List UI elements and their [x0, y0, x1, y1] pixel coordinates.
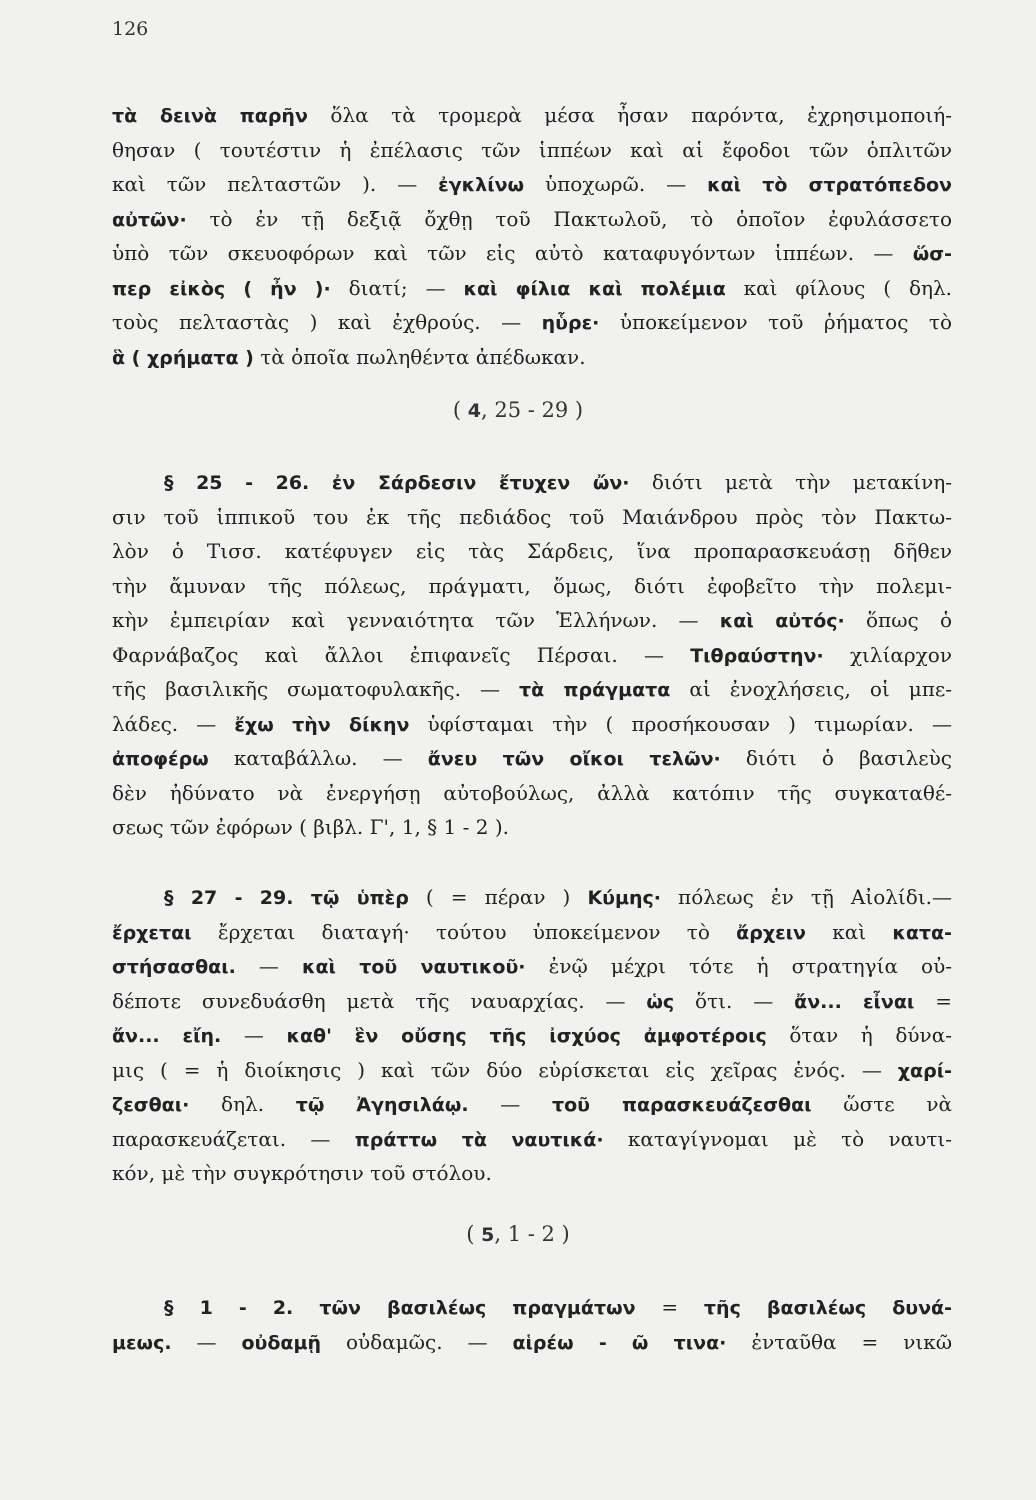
- gloss-text: παρασκευάζεται. —: [112, 1126, 355, 1151]
- gloss-text: ὑποχωρῶ. —: [524, 172, 708, 196]
- lemma-term: καὶ φίλια καὶ πολέμια: [463, 277, 726, 300]
- section-heading-4-25-29: [0, 398, 1036, 422]
- gloss-text: ὅτι. —: [674, 988, 795, 1013]
- lemma-term: τοῦ παρασκευάζεσθαι: [551, 1094, 812, 1116]
- gloss-text: κὴν ἐμπειρίαν καὶ γενναιότητα τῶν Ἑλλήνων. —: [112, 608, 720, 632]
- text-line: [112, 810, 952, 845]
- lemma-term: ἄρχειν: [736, 921, 807, 944]
- lemma-term: ηὗρε·: [541, 312, 600, 334]
- gloss-text: πόλεως ἐν τῇ Αἰολίδι.—: [660, 885, 953, 909]
- lemma-term: ἄν... εἴη.: [112, 1025, 222, 1047]
- lemma-term: μεως.: [112, 1331, 172, 1354]
- lemma-term: οὐδαμῇ: [241, 1331, 321, 1354]
- lemma-term: κατα-: [892, 921, 952, 944]
- lemma-term: § 1 - 2. τῶν βασιλέως πραγμάτων: [164, 1297, 636, 1319]
- lemma-term: καὶ τοῦ ναυτικοῦ·: [301, 956, 526, 978]
- gloss-text: ὑφίσταμαι τὴν ( προσήκουσαν ) τιμωρίαν. —: [409, 711, 953, 736]
- lemma-term: Τιθραύστην·: [690, 644, 824, 667]
- lemma-term: στήσασθαι.: [112, 956, 236, 978]
- gloss-text: σεως τῶν ἐφόρων ( βιβλ. Γ', 1, § 1 - 2 ).: [112, 815, 509, 839]
- text-line: [112, 672, 952, 707]
- text-line: [112, 1018, 952, 1053]
- page-number: 126: [112, 18, 149, 40]
- gloss-text: τῆς βασιλικῆς σωματοφυλακῆς. —: [112, 677, 520, 701]
- heading-range: , 25 - 29 ): [481, 398, 584, 422]
- gloss-text: —: [235, 954, 302, 978]
- heading-book-number: 5: [481, 1224, 495, 1246]
- lemma-term: ὥσ-: [912, 243, 952, 265]
- gloss-text: ( = πέραν ): [408, 885, 588, 909]
- text-line: [112, 465, 952, 500]
- text-line: [112, 236, 952, 271]
- gloss-text: καὶ φίλους ( δηλ.: [725, 275, 953, 300]
- gloss-text: καὶ τῶν πελταστῶν ). —: [112, 172, 439, 196]
- gloss-text: αἱ ἐνοχλήσεις, οἱ μπε-: [670, 677, 952, 701]
- text-line: [112, 1325, 952, 1360]
- text-line: [112, 534, 952, 569]
- gloss-text: καὶ: [806, 919, 893, 944]
- gloss-text: δηλ.: [189, 1092, 296, 1116]
- text-line: [112, 707, 952, 742]
- text-line: [112, 340, 952, 375]
- gloss-text: =: [914, 988, 952, 1013]
- lemma-term: ἀποφέρω: [112, 748, 209, 770]
- text-line: [112, 741, 952, 776]
- gloss-text: κόν, μὲ τὴν συγκρότησιν τοῦ στόλου.: [112, 1161, 492, 1185]
- paragraph-commentary-27-29: [112, 880, 952, 1191]
- paragraph-commentary-1: [112, 98, 952, 374]
- text-line: [112, 202, 952, 237]
- gloss-text: τὸ ἐν τῇ δεξιᾷ ὄχθῃ τοῦ Πακτωλοῦ, τὸ ὁποῖον ἐφυλάσσετο: [186, 206, 952, 231]
- gloss-text: δὲν ἠδύνατο νὰ ἐνεργήσῃ αὐτοβούλως, ἀλλὰ κατόπιν τῆς συγκαταθέ-: [112, 780, 952, 805]
- lemma-term: Κύμης·: [587, 887, 661, 909]
- gloss-text: καταγίγνομαι μὲ τὸ ναυτι-: [603, 1126, 953, 1151]
- gloss-text: ἐνταῦθα = νικῶ: [726, 1329, 953, 1354]
- text-line: [112, 1290, 952, 1325]
- lemma-term: καὶ αὐτός·: [719, 610, 845, 632]
- lemma-term: πράττω τὰ ναυτικά·: [354, 1128, 604, 1151]
- lemma-term: ἃ ( χρήματα ): [112, 346, 254, 369]
- gloss-text: καταβάλλω. —: [208, 746, 428, 770]
- lemma-term: § 25 - 26. ἐν Σάρδεσιν ἔτυχεν ὤν·: [164, 472, 630, 494]
- text-line: [112, 133, 952, 168]
- heading-book-number: 4: [467, 400, 481, 422]
- lemma-term: τῆς βασιλέως δυνά-: [703, 1297, 952, 1319]
- gloss-text: ὅλα τὰ τρομερὰ μέσα ἦσαν παρόντα, ἐχρησιμοποιή-: [307, 103, 953, 127]
- gloss-text: ὑπὸ τῶν σκευοφόρων καὶ τῶν εἰς αὐτὸ καταφυγόντων ἱππέων. —: [112, 241, 913, 265]
- lemma-term: αἱρέω - ῶ τινα·: [512, 1331, 727, 1354]
- lemma-term: αὐτῶν·: [112, 208, 187, 231]
- gloss-text: διότι ὁ βασιλεὺς: [720, 746, 953, 770]
- text-line: [112, 1156, 952, 1191]
- text-line: [112, 984, 952, 1019]
- gloss-text: —: [221, 1023, 287, 1047]
- gloss-text: χιλίαρχον: [823, 642, 952, 667]
- text-line: [112, 98, 952, 133]
- lemma-term: ἐγκλίνω: [438, 174, 525, 196]
- gloss-text: ἐνῷ μέχρι τότε ἡ στρατηγία οὐ-: [525, 954, 952, 978]
- section-heading-5-1-2: [0, 1222, 1036, 1246]
- lemma-term: ἄν... εἶναι: [794, 990, 915, 1013]
- gloss-text: ἔρχεται διαταγή· τούτου ὑποκείμενον τὸ: [191, 919, 737, 944]
- gloss-text: =: [635, 1295, 704, 1319]
- lemma-term: § 27 - 29. τῷ ὑπὲρ: [164, 887, 409, 909]
- lemma-term: καθ' ἓν οὔσης τῆς ἰσχύος ἀμφοτέροις: [286, 1025, 767, 1047]
- gloss-text: τὰ ὁποῖα πωληθέντα ἀπέδωκαν.: [253, 344, 586, 369]
- paragraph-commentary-1-2: [112, 1290, 952, 1359]
- text-line: [112, 638, 952, 673]
- gloss-text: διατί; —: [330, 275, 464, 300]
- gloss-text: λάδες. —: [112, 711, 235, 736]
- lemma-term: καὶ τὸ στρατόπεδον: [707, 174, 952, 196]
- text-line: [112, 915, 952, 950]
- text-line: [112, 603, 952, 638]
- text-line: [112, 167, 952, 202]
- text-line: [112, 880, 952, 915]
- gloss-text: θησαν ( τουτέστιν ἡ ἐπέλασις τῶν ἱππέων καὶ αἱ ἔφοδοι τῶν ὁπλιτῶν: [112, 137, 952, 162]
- gloss-text: τοὺς πελταστὰς ) καὶ ἐχθρούς. —: [112, 310, 542, 334]
- lemma-term: ἔχω τὴν δίκην: [234, 713, 410, 736]
- gloss-text: ὅπως ὁ: [844, 608, 952, 632]
- heading-range: , 1 - 2 ): [494, 1222, 570, 1246]
- gloss-text: —: [468, 1092, 552, 1116]
- gloss-text: μις ( = ἡ διοίκησις ) καὶ τῶν δύο εὑρίσκεται εἰς χεῖρας ἑνός. —: [112, 1057, 898, 1082]
- lemma-term: ἔρχεται: [112, 921, 192, 944]
- gloss-text: οὐδαμῶς. —: [320, 1329, 513, 1354]
- text-line: [112, 500, 952, 535]
- text-line: [112, 776, 952, 811]
- lemma-term: περ εἰκὸς ( ἦν )·: [112, 277, 331, 300]
- gloss-text: σιν τοῦ ἱππικοῦ του ἐκ τῆς πεδιάδος τοῦ Μαιάνδρου πρὸς τὸν Πακτω-: [112, 504, 952, 529]
- gloss-text: ὥστε νὰ: [811, 1092, 953, 1116]
- text-line: [112, 949, 952, 984]
- lemma-term: ἄνευ τῶν οἴκοι τελῶν·: [427, 748, 721, 770]
- gloss-text: δέποτε συνεδυάσθη μετὰ τῆς ναυαρχίας. —: [112, 988, 647, 1013]
- lemma-term: τὰ δεινὰ παρῆν: [112, 105, 308, 127]
- gloss-text: τὴν ἄμυναν τῆς πόλεως, πράγματι, ὅμως, διότι ἐφοβεῖτο τὴν πολεμι-: [112, 573, 952, 598]
- text-line: [112, 1087, 952, 1122]
- heading-open: (: [452, 398, 468, 422]
- text-line: [112, 305, 952, 340]
- lemma-term: ζεσθαι·: [112, 1094, 190, 1116]
- lemma-term: τῷ Ἀγησιλάῳ.: [295, 1094, 469, 1116]
- gloss-text: —: [171, 1329, 242, 1354]
- lemma-term: ὡς: [646, 990, 675, 1013]
- gloss-text: ὅταν ἡ δύνα-: [766, 1023, 952, 1047]
- gloss-text: ὑποκείμενον τοῦ ῥήματος τὸ: [599, 310, 952, 334]
- gloss-text: λὸν ὁ Τισσ. κατέφυγεν εἰς τὰς Σάρδεις, ἵνα προπαρασκευάσῃ δῆθεν: [112, 539, 952, 563]
- text-line: [112, 569, 952, 604]
- text-line: [112, 1122, 952, 1157]
- lemma-term: χαρί-: [897, 1059, 952, 1082]
- text-line: [112, 1053, 952, 1088]
- lemma-term: τὰ πράγματα: [519, 679, 671, 701]
- text-line: [112, 271, 952, 306]
- heading-open: (: [466, 1222, 482, 1246]
- gloss-text: διότι μετὰ τὴν μετακίνη-: [629, 470, 952, 494]
- paragraph-commentary-25-26: [112, 465, 952, 845]
- gloss-text: Φαρνάβαζος καὶ ἄλλοι ἐπιφανεῖς Πέρσαι. —: [112, 642, 691, 667]
